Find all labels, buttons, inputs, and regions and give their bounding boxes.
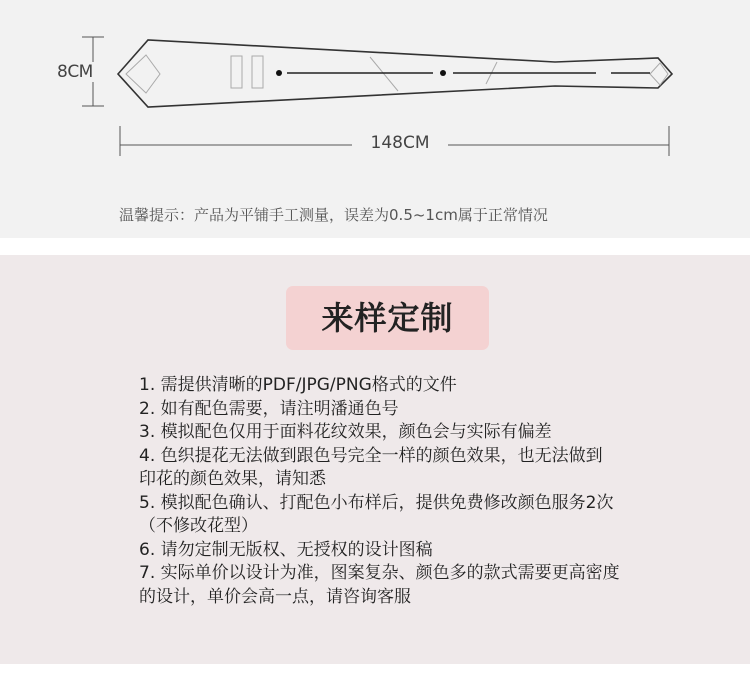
list-item: 2. 如有配色需要，请注明潘通色号 xyxy=(139,398,399,419)
list-item: 1. 需提供清晰的PDF/JPG/PNG格式的文件 xyxy=(139,375,457,395)
section-divider xyxy=(0,238,750,255)
list-item: 5. 模拟配色确认、打配色小布样后，提供免费修改颜色服务2次 xyxy=(139,492,614,513)
list-item: （不修改花型） xyxy=(139,516,258,536)
list-item: 3. 模拟配色仅用于面料花纹效果，颜色会与实际有偏差 xyxy=(139,422,552,442)
list-item: 4. 色织提花无法做到跟色号完全一样的颜色效果，也无法做到 xyxy=(139,445,603,466)
list-item: 6. 请勿定制无版权、无授权的设计图稿 xyxy=(139,539,433,560)
requirements-list xyxy=(139,374,719,609)
measurement-tip: 温馨提示：产品为平铺手工测量，误差为0.5~1cm属于正常情况 xyxy=(119,206,548,224)
length-label: 148CM xyxy=(352,133,448,153)
list-item: 的设计，单价会高一点，请咨询客服 xyxy=(139,586,411,607)
list-item: 7. 实际单价以设计为准，图案复杂、颜色多的款式需要更高密度 xyxy=(139,563,620,583)
section-title: 来样定制 xyxy=(286,286,489,350)
height-label: 8CM xyxy=(57,62,93,82)
list-item: 印花的颜色效果，请知悉 xyxy=(139,469,326,489)
